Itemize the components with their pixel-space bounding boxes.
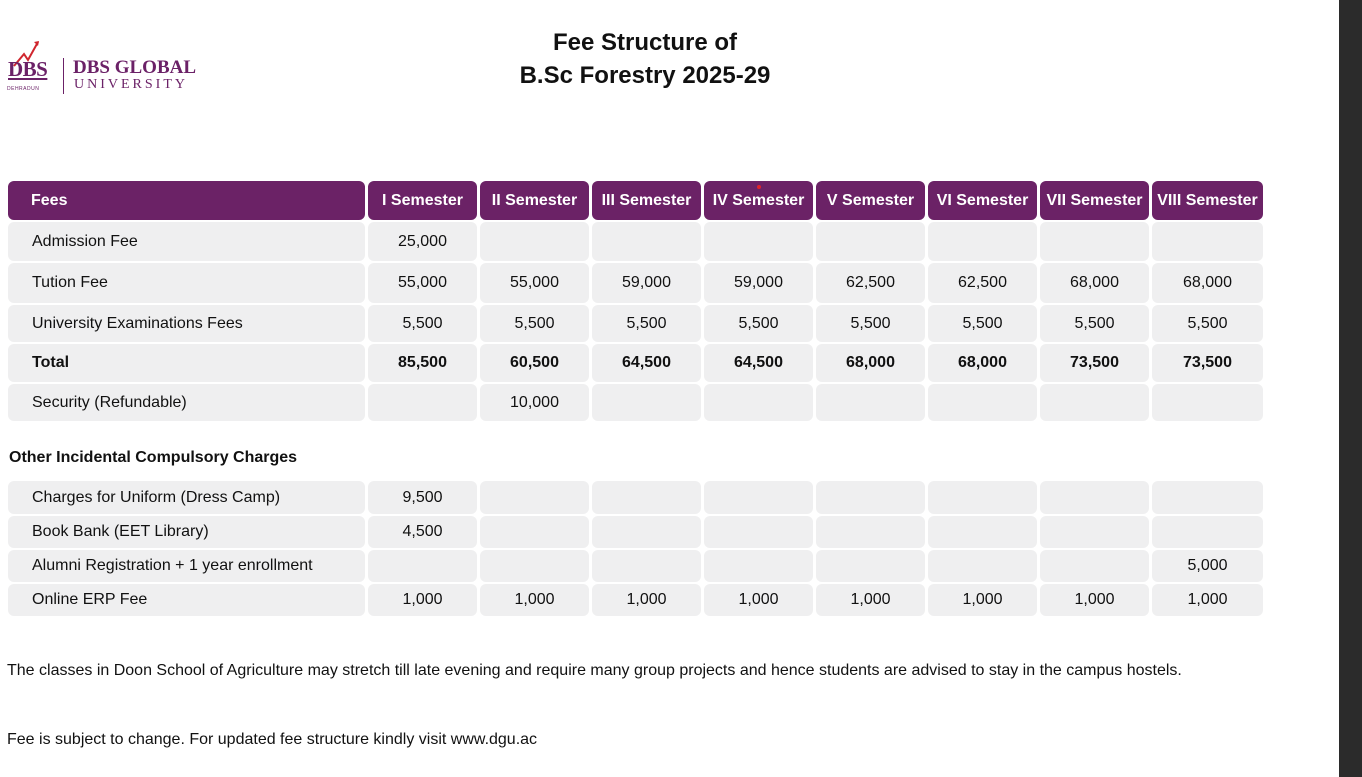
semester-8-cell xyxy=(1152,481,1263,514)
semester-5-cell: V Semester xyxy=(816,181,925,220)
semester-4-cell: 5,500 xyxy=(704,305,813,342)
semester-1-cell: 5,500 xyxy=(368,305,477,342)
semester-4-cell xyxy=(704,550,813,582)
row-label-cell: Security (Refundable) xyxy=(8,384,365,421)
semester-2-cell: 5,500 xyxy=(480,305,589,342)
semester-8-cell: 73,500 xyxy=(1152,344,1263,382)
semester-1-cell: 25,000 xyxy=(368,222,477,261)
semester-1-cell: 85,500 xyxy=(368,344,477,382)
semester-5-cell xyxy=(816,481,925,514)
semester-8-cell xyxy=(1152,222,1263,261)
semester-1-cell: 4,500 xyxy=(368,516,477,548)
semester-2-cell xyxy=(480,550,589,582)
semester-7-cell xyxy=(1040,222,1149,261)
semester-6-cell xyxy=(928,222,1037,261)
semester-3-cell xyxy=(592,384,701,421)
semester-4-cell: IV Semester xyxy=(704,181,813,220)
semester-5-cell: 5,500 xyxy=(816,305,925,342)
semester-1-cell xyxy=(368,384,477,421)
page-title-line1: Fee Structure of xyxy=(552,29,738,56)
logo-mark-subtext: DEHRADUN xyxy=(7,86,40,92)
semester-5-cell xyxy=(816,516,925,548)
semester-7-cell: 68,000 xyxy=(1040,263,1149,303)
semester-5-cell xyxy=(816,222,925,261)
semester-1-cell: 9,500 xyxy=(368,481,477,514)
table-row xyxy=(8,384,1264,421)
semester-2-cell: II Semester xyxy=(480,181,589,220)
semester-8-cell xyxy=(1152,384,1263,421)
row-label-cell: Book Bank (EET Library) xyxy=(8,516,365,548)
semester-8-cell: 5,500 xyxy=(1152,305,1263,342)
semester-8-cell xyxy=(1152,516,1263,548)
row-label-cell: Tution Fee xyxy=(8,263,365,303)
table-row xyxy=(8,481,1264,514)
row-label-cell: Admission Fee xyxy=(8,222,365,261)
semester-6-cell: 68,000 xyxy=(928,344,1037,382)
semester-6-cell: 62,500 xyxy=(928,263,1037,303)
semester-6-cell xyxy=(928,516,1037,548)
semester-2-cell xyxy=(480,516,589,548)
semester-4-cell: 64,500 xyxy=(704,344,813,382)
table-header-row xyxy=(8,181,1264,220)
table-row xyxy=(8,305,1264,342)
semester-3-cell xyxy=(592,550,701,582)
semester-7-cell xyxy=(1040,550,1149,582)
semester-8-cell: VIII Semester xyxy=(1152,181,1263,220)
semester-5-cell: 62,500 xyxy=(816,263,925,303)
red-marker-dot xyxy=(757,185,761,189)
semester-3-cell xyxy=(592,516,701,548)
right-edge-bar xyxy=(1339,0,1362,777)
semester-7-cell: 5,500 xyxy=(1040,305,1149,342)
semester-1-cell: 55,000 xyxy=(368,263,477,303)
semester-5-cell: 68,000 xyxy=(816,344,925,382)
semester-3-cell: 1,000 xyxy=(592,584,701,616)
semester-2-cell xyxy=(480,481,589,514)
hostel-note: The classes in Doon School of Agriculture may stretch till late evening and require many group projects and hence students are advised to stay in the campus hostels. xyxy=(7,662,1182,679)
semester-6-cell xyxy=(928,481,1037,514)
semester-7-cell xyxy=(1040,516,1149,548)
semester-4-cell: 1,000 xyxy=(704,584,813,616)
table-row xyxy=(8,222,1264,261)
semester-4-cell xyxy=(704,222,813,261)
row-label-cell: Alumni Registration + 1 year enrollment xyxy=(8,550,365,582)
fee-change-note: Fee is subject to change. For updated fee structure kindly visit www.dgu.ac xyxy=(7,731,538,748)
table-row xyxy=(8,584,1264,616)
table-row xyxy=(8,550,1264,582)
semester-4-cell xyxy=(704,384,813,421)
semester-1-cell: I Semester xyxy=(368,181,477,220)
semester-2-cell: 1,000 xyxy=(480,584,589,616)
semester-8-cell: 68,000 xyxy=(1152,263,1263,303)
semester-7-cell xyxy=(1040,481,1149,514)
semester-7-cell: 1,000 xyxy=(1040,584,1149,616)
semester-5-cell: 1,000 xyxy=(816,584,925,616)
semester-4-cell xyxy=(704,516,813,548)
semester-2-cell: 55,000 xyxy=(480,263,589,303)
semester-7-cell: VII Semester xyxy=(1040,181,1149,220)
semester-6-cell: VI Semester xyxy=(928,181,1037,220)
table-row xyxy=(8,516,1264,548)
semester-6-cell xyxy=(928,550,1037,582)
page-title-line2: B.Sc Forestry 2025-29 xyxy=(519,62,771,89)
semester-3-cell: 5,500 xyxy=(592,305,701,342)
logo-subname: UNIVERSITY xyxy=(74,77,188,92)
semester-7-cell: 73,500 xyxy=(1040,344,1149,382)
semester-3-cell: III Semester xyxy=(592,181,701,220)
logo-mark-text: DBS xyxy=(8,57,48,81)
semester-1-cell: 1,000 xyxy=(368,584,477,616)
table-row xyxy=(8,344,1264,382)
semester-6-cell: 5,500 xyxy=(928,305,1037,342)
semester-8-cell: 1,000 xyxy=(1152,584,1263,616)
table-row xyxy=(8,263,1264,303)
row-label-cell: University Examinations Fees xyxy=(8,305,365,342)
semester-3-cell: 64,500 xyxy=(592,344,701,382)
row-label-cell: Charges for Uniform (Dress Camp) xyxy=(8,481,365,514)
semester-1-cell xyxy=(368,550,477,582)
semester-3-cell xyxy=(592,222,701,261)
semester-6-cell: 1,000 xyxy=(928,584,1037,616)
semester-3-cell: 59,000 xyxy=(592,263,701,303)
semester-8-cell: 5,000 xyxy=(1152,550,1263,582)
semester-7-cell xyxy=(1040,384,1149,421)
row-label-cell: Total xyxy=(8,344,365,382)
semester-5-cell xyxy=(816,384,925,421)
semester-5-cell xyxy=(816,550,925,582)
incidental-heading: Other Incidental Compulsory Charges xyxy=(9,449,298,466)
semester-2-cell: 60,500 xyxy=(480,344,589,382)
semester-4-cell: 59,000 xyxy=(704,263,813,303)
semester-6-cell xyxy=(928,384,1037,421)
logo-name: DBS GLOBAL xyxy=(73,57,197,78)
semester-2-cell: 10,000 xyxy=(480,384,589,421)
semester-4-cell xyxy=(704,481,813,514)
row-label-cell: Fees xyxy=(8,181,365,220)
semester-3-cell xyxy=(592,481,701,514)
row-label-cell: Online ERP Fee xyxy=(8,584,365,616)
semester-2-cell xyxy=(480,222,589,261)
